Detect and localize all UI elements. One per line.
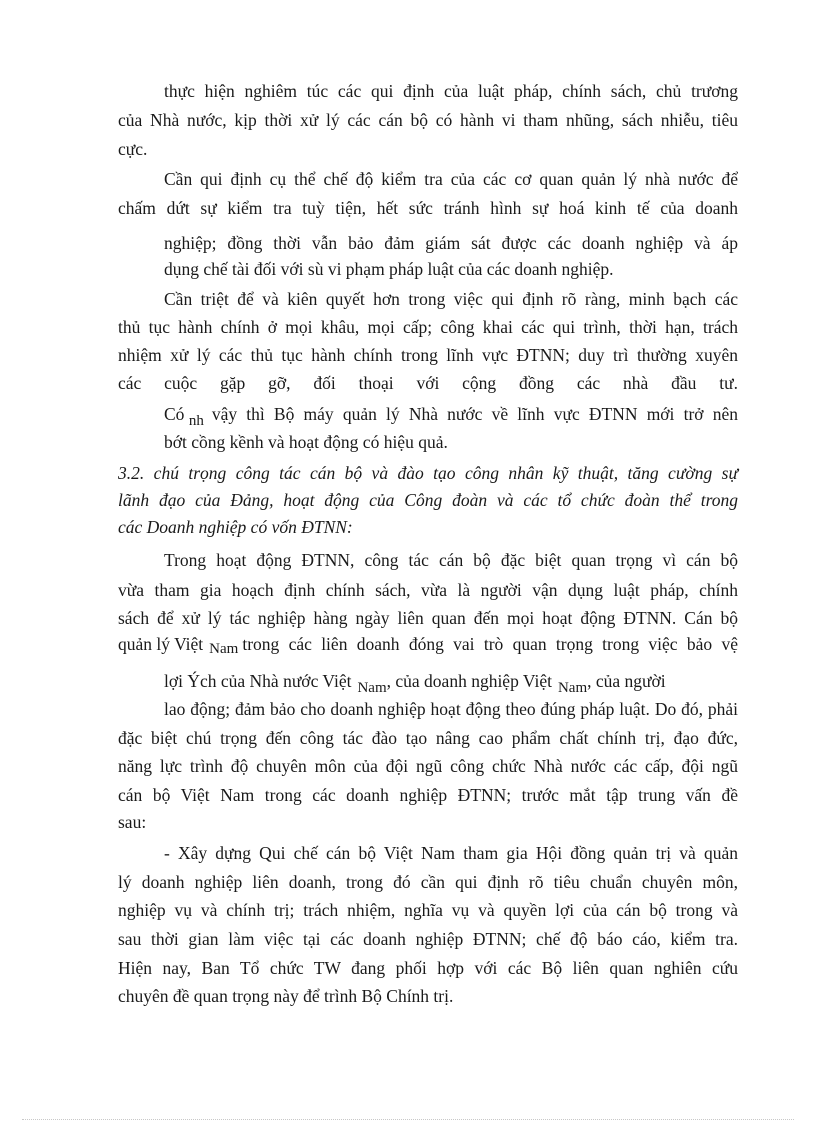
paragraph-4-text-a: Có: [164, 404, 185, 424]
paragraph-3-line-3: nhiệm xử lý các thủ tục hành chính trong lĩnh vực ĐTNN; duy trì thường xuyên: [118, 345, 738, 365]
paragraph-4-text-b: vậy thì Bộ máy quản lý Nhà nước về lĩnh vực ĐTNN mới trở nên: [211, 404, 738, 424]
paragraph-5-line-5-text-b: , của doanh nghiệp Việt: [386, 671, 552, 691]
paragraph-5-line-5: [164, 669, 738, 695]
paragraph-1-line-2: của Nhà nước, kịp thời xử lý các cán bộ có hành vi tham nhũng, sách nhiễu, tiêu: [118, 110, 738, 130]
paragraph-5-line-4: [118, 632, 738, 656]
paragraph-1-line-3: cực.: [118, 139, 148, 159]
paragraph-5-line-9: cán bộ Việt Nam trong các doanh nghiệp ĐTNN; trước mắt tập trung vấn đề: [118, 785, 738, 805]
paragraph-5-line-2: vừa tham gia hoạch định chính sách, vừa là người vận dụng luật pháp, chính: [118, 580, 738, 600]
paragraph-2-line-4: dụng chế tài đối với sù vi phạm pháp luật của các doanh nghiệp.: [164, 259, 614, 279]
paragraph-2-line-2: chấm dứt sự kiểm tra tuỳ tiện, hết sức tránh hình sự hoá kinh tế của doanh: [118, 198, 738, 218]
paragraph-5-line-7: đặc biệt chú trọng đến công tác đào tạo nâng cao phẩm chất chính trị, đạo đức,: [118, 728, 738, 748]
paragraph-3-line-4: các cuộc gặp gỡ, đối thoại với cộng đồng các nhà đầu tư.: [118, 373, 738, 393]
paragraph-5-line-4-subscript: Nam: [209, 641, 239, 657]
page-bottom-divider: [22, 1119, 794, 1120]
paragraph-6-line-4: sau thời gian làm việc tại các doanh nghiệp ĐTNN; chế độ báo cáo, kiểm tra.: [118, 929, 738, 949]
paragraph-5-line-3: sách để xử lý tác nghiệp hàng ngày liên quan đến mọi hoạt động ĐTNN. Cán bộ: [118, 608, 738, 628]
paragraph-5-line-5-text-a: lợi Ých của Nhà nước Việt: [164, 671, 352, 691]
paragraph-5-line-5-text-c: , của người: [587, 671, 666, 691]
paragraph-5-line-6: lao động; đảm bảo cho doanh nghiệp hoạt động theo đúng pháp luật. Do đó, phải: [164, 699, 738, 719]
section-heading-line-1: 3.2. chú trọng công tác cán bộ và đào tạo công nhân kỹ thuật, tăng cường sự: [118, 463, 738, 483]
paragraph-4-line-1: [164, 402, 738, 428]
paragraph-4-subscript: nh: [188, 413, 204, 429]
paragraph-6-line-6: chuyên đề quan trọng này để trình Bộ Chính trị.: [118, 986, 454, 1006]
paragraph-5-line-8: năng lực trình độ chuyên môn của đội ngũ công chức Nhà nước các cấp, đội ngũ: [118, 756, 738, 776]
paragraph-3-line-1: Cần triệt để và kiên quyết hơn trong việc qui định rõ ràng, minh bạch các: [164, 289, 738, 309]
paragraph-3-line-2: thủ tục hành chính ở mọi khâu, mọi cấp; công khai các qui trình, thời hạn, trách: [118, 317, 738, 337]
paragraph-4-line-2: bớt cồng kềnh và hoạt động có hiệu quả.: [164, 432, 448, 452]
section-heading-line-2: lãnh đạo của Đảng, hoạt động của Công đoàn và các tổ chức đoàn thể trong: [118, 490, 738, 510]
paragraph-5-line-5-subscript-1: Nam: [357, 680, 387, 696]
section-heading-line-3: các Doanh nghiệp có vốn ĐTNN:: [118, 517, 353, 537]
paragraph-2-line-1: Cần qui định cụ thể chế độ kiểm tra của các cơ quan quản lý nhà nước để: [164, 169, 738, 189]
paragraph-6-line-5: Hiện nay, Ban Tổ chức TW đang phối hợp với các Bộ liên quan nghiên cứu: [118, 958, 738, 978]
paragraph-5-line-1: Trong hoạt động ĐTNN, công tác cán bộ đặc biệt quan trọng vì cán bộ: [164, 550, 738, 570]
paragraph-5-line-5-subscript-2: Nam: [557, 680, 588, 696]
paragraph-2-line-3: nghiệp; đồng thời vẫn bảo đảm giám sát được các doanh nghiệp và áp: [164, 233, 738, 253]
paragraph-5-line-4-text-a: quản lý Việt: [118, 634, 204, 654]
paragraph-6-line-2: lý doanh nghiệp liên doanh, trong đó cần qui định rõ tiêu chuẩn chuyên môn,: [118, 872, 738, 892]
paragraph-6-line-1: - Xây dựng Qui chế cán bộ Việt Nam tham gia Hội đồng quản trị và quản: [164, 843, 738, 863]
paragraph-5-line-10: sau:: [118, 812, 147, 832]
paragraph-1-line-1: thực hiện nghiêm túc các qui định của luật pháp, chính sách, chủ trương: [164, 81, 738, 101]
paragraph-5-line-4-text-b: trong các liên doanh đóng vai trò quan trọng trong việc bảo vệ: [242, 634, 738, 654]
paragraph-6-line-3: nghiệp vụ và chính trị; trách nhiệm, nghĩa vụ và quyền lợi của cán bộ trong và: [118, 900, 738, 920]
